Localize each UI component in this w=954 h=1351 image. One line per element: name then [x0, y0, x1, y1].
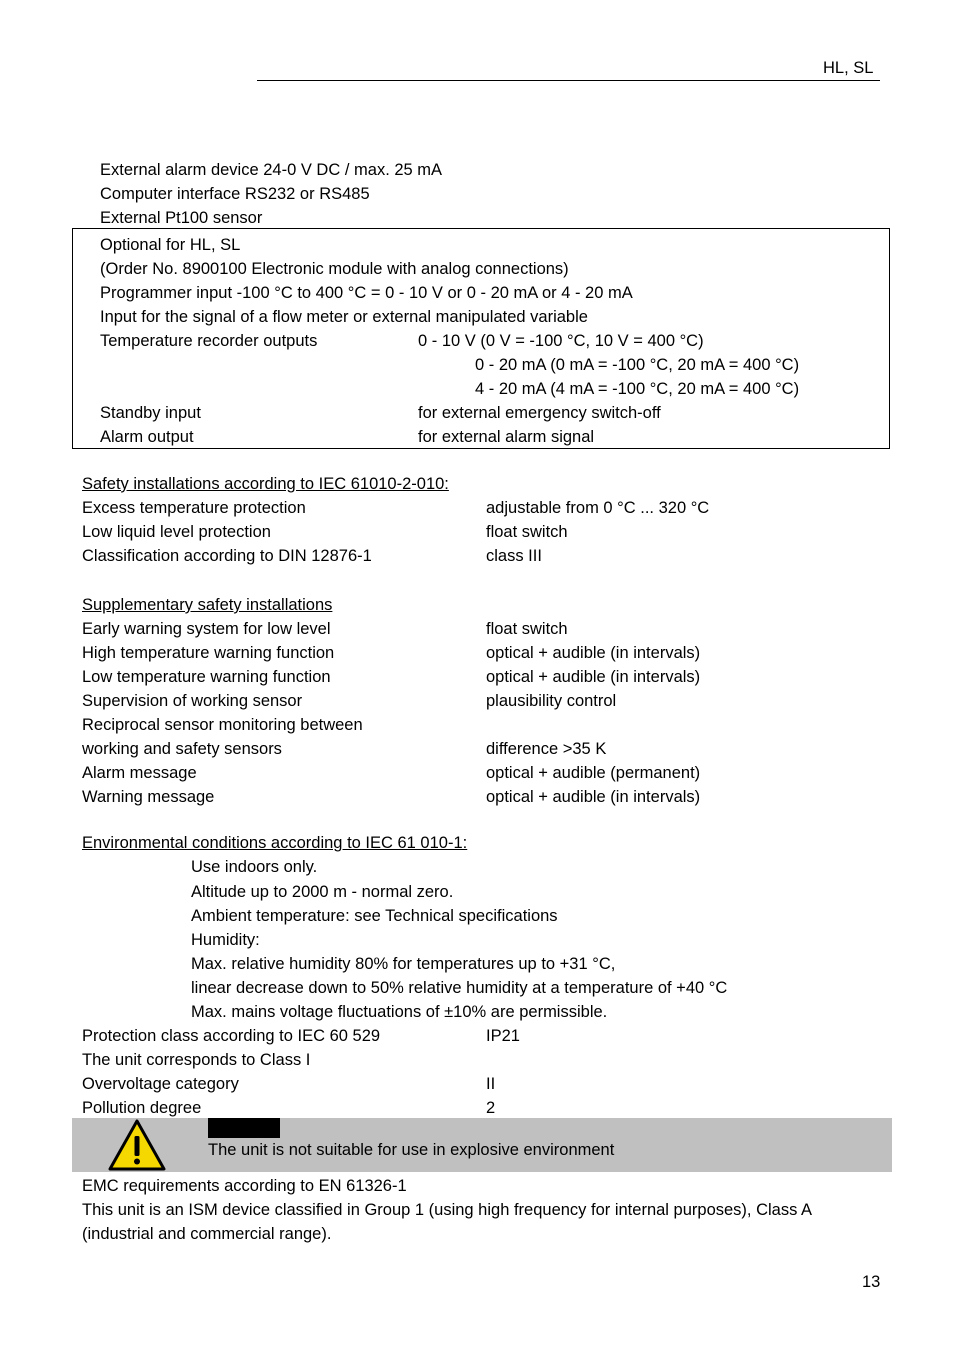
safety-row-value: float switch	[486, 523, 568, 541]
alarm-output-value: for external alarm signal	[418, 428, 595, 446]
recorder-value-0-20ma: 0 - 20 mA (0 mA = -100 °C, 20 mA = 400 °C)	[475, 356, 800, 374]
alarm-output-label: Alarm output	[100, 428, 194, 446]
supplementary-row-label: High temperature warning function	[82, 644, 335, 662]
supplementary-row-value: plausibility control	[486, 692, 617, 710]
warning-text: The unit is not suitable for use in explosive environment	[208, 1141, 615, 1159]
supplementary-row-value: optical + audible (permanent)	[486, 764, 701, 782]
environment-line: Humidity:	[191, 931, 260, 949]
environment-line: linear decrease down to 50% relative humidity at a temperature of +40 °C	[191, 979, 728, 997]
warning-triangle-icon	[108, 1119, 166, 1171]
supplementary-row-value: optical + audible (in intervals)	[486, 644, 701, 662]
safety-row-label: Excess temperature protection	[82, 499, 306, 517]
recorder-value-4-20ma: 4 - 20 mA (4 mA = -100 °C, 20 mA = 400 °C)	[475, 380, 800, 398]
environment-line: Max. mains voltage fluctuations of ±10% are permissible.	[191, 1003, 608, 1021]
safety-heading: Safety installations according to IEC 61010-2-010:	[82, 475, 449, 493]
page-number: 13	[862, 1273, 881, 1291]
environment-row-label: Overvoltage category	[82, 1075, 239, 1093]
environment-row-label: The unit corresponds to Class I	[82, 1051, 311, 1069]
supplementary-row-label: Alarm message	[82, 764, 197, 782]
safety-row-value: class III	[486, 547, 542, 565]
emc-line-2: (industrial and commercial range).	[82, 1225, 332, 1243]
supplementary-heading: Supplementary safety installations	[82, 596, 333, 614]
supplementary-row-value: optical + audible (in intervals)	[486, 668, 701, 686]
header-model: HL, SL	[823, 59, 874, 77]
interface-alarm-device: External alarm device 24-0 V DC / max. 25 mA	[100, 161, 443, 179]
environment-line: Ambient temperature: see Technical specifications	[191, 907, 558, 925]
environment-line: Altitude up to 2000 m - normal zero.	[191, 883, 454, 901]
environment-row-value: II	[486, 1075, 496, 1093]
supplementary-row-label: Early warning system for low level	[82, 620, 331, 638]
environment-row-label: Pollution degree	[82, 1099, 202, 1117]
interface-pt100: External Pt100 sensor	[100, 209, 263, 227]
supplementary-row-label: Supervision of working sensor	[82, 692, 303, 710]
recorder-label: Temperature recorder outputs	[100, 332, 318, 350]
safety-row-label: Classification according to DIN 12876-1	[82, 547, 372, 565]
supplementary-row-value: optical + audible (in intervals)	[486, 788, 701, 806]
optional-order: (Order No. 8900100 Electronic module with analog connections)	[100, 260, 569, 278]
emc-title: EMC requirements according to EN 61326-1	[82, 1177, 407, 1195]
supplementary-row-value: difference >35 K	[486, 740, 607, 758]
recorder-value-voltage: 0 - 10 V (0 V = -100 °C, 10 V = 400 °C)	[418, 332, 704, 350]
header-rule	[257, 80, 880, 81]
optional-title: Optional for HL, SL	[100, 236, 241, 254]
optional-programmer: Programmer input -100 °C to 400 °C = 0 - 10 V or 0 - 20 mA or 4 - 20 mA	[100, 284, 633, 302]
environment-row-label: Protection class according to IEC 60 529	[82, 1027, 381, 1045]
warning-label-block	[208, 1118, 280, 1138]
environment-heading: Environmental conditions according to IEC 61 010-1:	[82, 834, 468, 852]
supplementary-row-label: Low temperature warning function	[82, 668, 331, 686]
interface-computer: Computer interface RS232 or RS485	[100, 185, 370, 203]
environment-line: Use indoors only.	[191, 858, 318, 876]
standby-label: Standby input	[100, 404, 201, 422]
environment-row-value: IP21	[486, 1027, 520, 1045]
supplementary-row-label: Reciprocal sensor monitoring between	[82, 716, 363, 734]
supplementary-row-label: Warning message	[82, 788, 215, 806]
environment-line: Max. relative humidity 80% for temperatures up to +31 °C,	[191, 955, 616, 973]
optional-flow: Input for the signal of a flow meter or external manipulated variable	[100, 308, 588, 326]
safety-row-value: adjustable from 0 °C ... 320 °C	[486, 499, 710, 517]
supplementary-row-value: float switch	[486, 620, 568, 638]
supplementary-row-label: working and safety sensors	[82, 740, 282, 758]
safety-row-label: Low liquid level protection	[82, 523, 271, 541]
environment-row-value: 2	[486, 1099, 496, 1117]
standby-value: for external emergency switch-off	[418, 404, 661, 422]
emc-line-1: This unit is an ISM device classified in Group 1 (using high frequency for internal purposes), Class A	[82, 1201, 813, 1219]
